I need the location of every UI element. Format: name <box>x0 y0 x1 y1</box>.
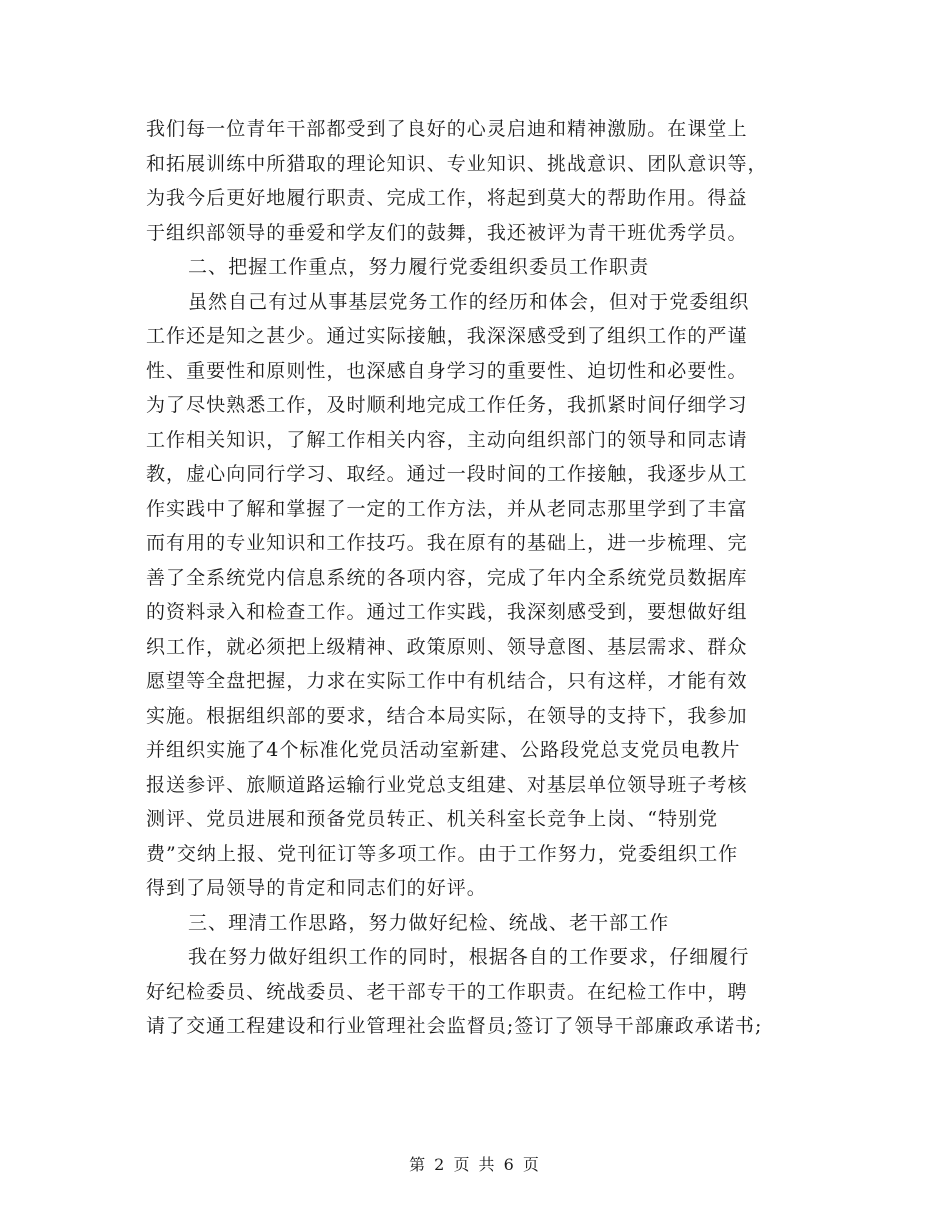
text-line: 报送参评、旅顺道路运输行业党总支组建、对基层单位领导班子考核 <box>146 773 748 796</box>
text-line: 虽然自己有过从事基层党务工作的经历和体会，但对于党委组织 <box>188 290 750 313</box>
section-heading: 二、把握工作重点，努力履行党委组织委员工作职责 <box>188 256 650 278</box>
text-line: 而有用的专业知识和工作技巧。我在原有的基础上，进一步梳理、完 <box>146 532 748 554</box>
section-heading: 三、理清工作思路，努力做好纪检、统战、老干部工作 <box>188 911 670 934</box>
text-line: 愿望等全盘把握，力求在实际工作中有机结合，只有这样，才能有效 <box>146 670 748 692</box>
text-line: 我在努力做好组织工作的同时，根据各自的工作要求，仔细履行 <box>188 946 750 968</box>
text-line: 于组织部领导的垂爱和学友们的鼓舞，我还被评为青干班优秀学员。 <box>146 221 748 244</box>
text-line: 工作相关知识，了解工作相关内容，主动向组织部门的领导和同志请 <box>146 428 748 451</box>
text-line: 工作还是知之甚少。通过实际接触，我深深感受到了组织工作的严谨 <box>146 325 748 347</box>
text-line: 的资料录入和检查工作。通过工作实践，我深刻感受到，要想做好组 <box>146 601 748 623</box>
text-line: 请了交通工程建设和行业管理社会监督员;签订了领导干部廉政承诺书; <box>146 1015 763 1037</box>
text-line: 我们每一位青年干部都受到了良好的心灵启迪和精神激励。在课堂上 <box>146 118 748 140</box>
text-line: 费”交纳上报、党刊征订等多项工作。由于工作努力，党委组织工作 <box>146 842 739 865</box>
text-line: 织工作，就必须把上级精神、政策原则、领导意图、基层需求、群众 <box>146 635 748 658</box>
page-footer: 第 2 页 共 6 页 <box>409 1155 541 1174</box>
text-line: 得到了局领导的肯定和同志们的好评。 <box>146 877 487 899</box>
text-line: 作实践中了解和掌握了一定的工作方法，并从老同志那里学到了丰富 <box>146 497 748 520</box>
text-line: 教，虚心向同行学习、取经。通过一段时间的工作接触，我逐步从工 <box>146 463 748 485</box>
text-line: 实施。根据组织部的要求，结合本局实际，在领导的支持下，我参加 <box>146 704 748 727</box>
text-line: 好纪检委员、统战委员、老干部专干的工作职责。在纪检工作中，聘 <box>146 980 748 1003</box>
text-line: 为我今后更好地履行职责、完成工作，将起到莫大的帮助作用。得益 <box>146 187 748 209</box>
body-text <box>146 112 806 1044</box>
text-line: 测评、党员进展和预备党员转正、机关科室长竞争上岗、“特别党 <box>146 808 719 830</box>
text-line: 为了尽快熟悉工作，及时顺利地完成工作任务，我抓紧时间仔细学习 <box>146 394 748 416</box>
text-line: 和拓展训练中所猎取的理论知识、专业知识、挑战意识、团队意识等， <box>146 152 768 175</box>
text-line: 善了全系统党内信息系统的各项内容，完成了年内全系统党员数据库 <box>146 566 748 589</box>
text-line: 性、重要性和原则性，也深感自身学习的重要性、迫切性和必要性。 <box>146 359 748 382</box>
text-line: 并组织实施了4个标准化党员活动室新建、公路段党总支党员电教片 <box>146 739 741 761</box>
